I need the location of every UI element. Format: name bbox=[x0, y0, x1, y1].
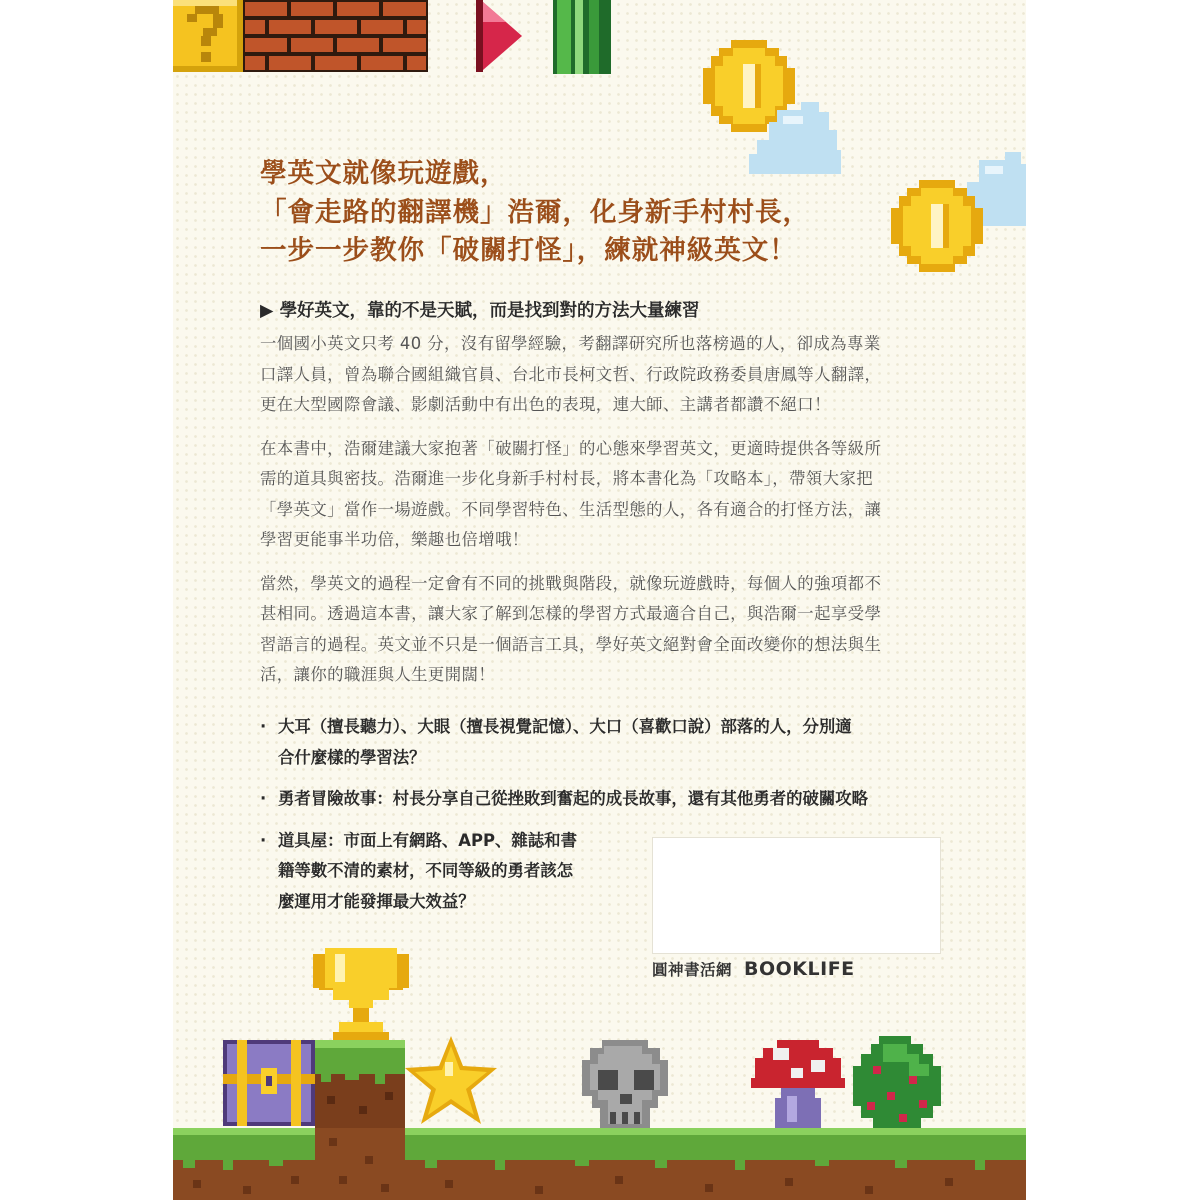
paragraph bbox=[260, 329, 940, 421]
ground-left-icon bbox=[173, 1128, 315, 1200]
list-item-line: 勇者冒險故事：村長分享自己從挫敗到奮起的成長故事，還有其他勇者的破關攻略 bbox=[278, 789, 869, 808]
headline-line-1: 學英文就像玩遊戲， bbox=[260, 158, 508, 189]
bush-icon bbox=[849, 1036, 945, 1130]
pipe-icon bbox=[553, 0, 611, 74]
star-icon bbox=[405, 1036, 497, 1124]
paragraph-line: 一個國小英文只考 40 分，沒有留學經驗，考翻譯研究所也落榜過的人，卻成為專業 bbox=[260, 334, 881, 353]
book-back-cover bbox=[173, 0, 1026, 1200]
list-item bbox=[260, 826, 628, 918]
flag-icon bbox=[476, 0, 526, 72]
paragraph-line: 「學英文」當作一場遊戲。不同學習特色、生活型態的人，各有適合的打怪方法，讓 bbox=[260, 499, 882, 519]
headline-line-2: 「會走路的翻譯機」浩爾，化身新手村村長， bbox=[260, 196, 810, 228]
mushroom-icon bbox=[751, 1040, 845, 1130]
list-item-line: 大耳（擅長聽力）、大眼（擅長視覺記憶）、大口（喜歡口說）部落的人，分別適 bbox=[278, 717, 852, 736]
body-text bbox=[260, 329, 940, 704]
ground-block-icon bbox=[315, 1128, 405, 1200]
paragraph-line: 更在大型國際會議、影劇活動中有出色的表現，連大師、主講者都讚不絕口！ bbox=[260, 395, 831, 414]
publisher bbox=[652, 958, 855, 980]
section-heading-text: 學好英文，靠的不是天賦，而是找到對的方法大量練習 bbox=[279, 301, 700, 321]
bullet-dot-icon: · bbox=[260, 830, 267, 850]
section-heading bbox=[260, 297, 700, 322]
paragraph-line: 學習更能事半功倍，樂趣也倍增哦！ bbox=[260, 530, 529, 549]
ground-right-icon bbox=[405, 1128, 1026, 1200]
paragraph bbox=[260, 569, 940, 691]
headline-line-3: 一步一步教你「破關打怪」，練就神級英文！ bbox=[260, 235, 797, 266]
paragraph-line: 活，讓你的職涯與人生更開闊！ bbox=[260, 665, 496, 684]
paragraph-line: 在本書中，浩爾建議大家抱著「破關打怪」的心態來學習英文，更適時提供各等級所 bbox=[260, 438, 882, 458]
publisher-logo: BOOKLIFE bbox=[744, 958, 855, 980]
paragraph bbox=[260, 434, 940, 556]
paragraph-line: 當然，學英文的過程一定會有不同的挑戰與階段，就像玩遊戲時，每個人的強項都不 bbox=[260, 573, 882, 593]
brick-block-icon bbox=[243, 0, 428, 72]
paragraph-line: 需的道具與密技。浩爾進一步化身新手村村長，將本書化為「攻略本」，帶領大家把 bbox=[260, 469, 874, 488]
list-item-line: 麼運用才能發揮最大效益？ bbox=[278, 891, 475, 911]
list-item-line: 道具屋：市面上有網路、APP、雜誌和書 bbox=[278, 830, 577, 850]
paragraph-line: 口譯人員，曾為聯合國組織官員、台北市長柯文哲、行政院政務委員唐鳳等人翻譯， bbox=[260, 364, 882, 384]
bullet-dot-icon: · bbox=[260, 717, 267, 736]
skull-icon bbox=[578, 1040, 672, 1130]
paragraph-line: 習語言的過程。英文並不只是一個語言工具，學好英文絕對會全面改變你的想法與生 bbox=[260, 634, 882, 654]
headline bbox=[260, 155, 960, 271]
bullet-dot-icon: · bbox=[260, 789, 267, 808]
list-item-line: 籍等數不清的素材，不同等級的勇者該怎 bbox=[278, 861, 574, 880]
publisher-name: 圓神書活網 bbox=[652, 961, 733, 979]
grass-block-icon bbox=[315, 1040, 405, 1130]
trophy-icon bbox=[313, 948, 409, 1044]
question-block-icon bbox=[173, 0, 243, 72]
treasure-chest-icon bbox=[223, 1040, 315, 1126]
list-item bbox=[260, 784, 950, 815]
list-item bbox=[260, 712, 950, 773]
triangle-right-icon: ▶ bbox=[260, 301, 274, 321]
barcode-area bbox=[652, 837, 941, 954]
list-item-line: 合什麼樣的學習法？ bbox=[278, 747, 426, 767]
paragraph-line: 甚相同。透過這本書，讓大家了解到怎樣的學習方式最適合自己，與浩爾一起享受學 bbox=[260, 604, 882, 623]
